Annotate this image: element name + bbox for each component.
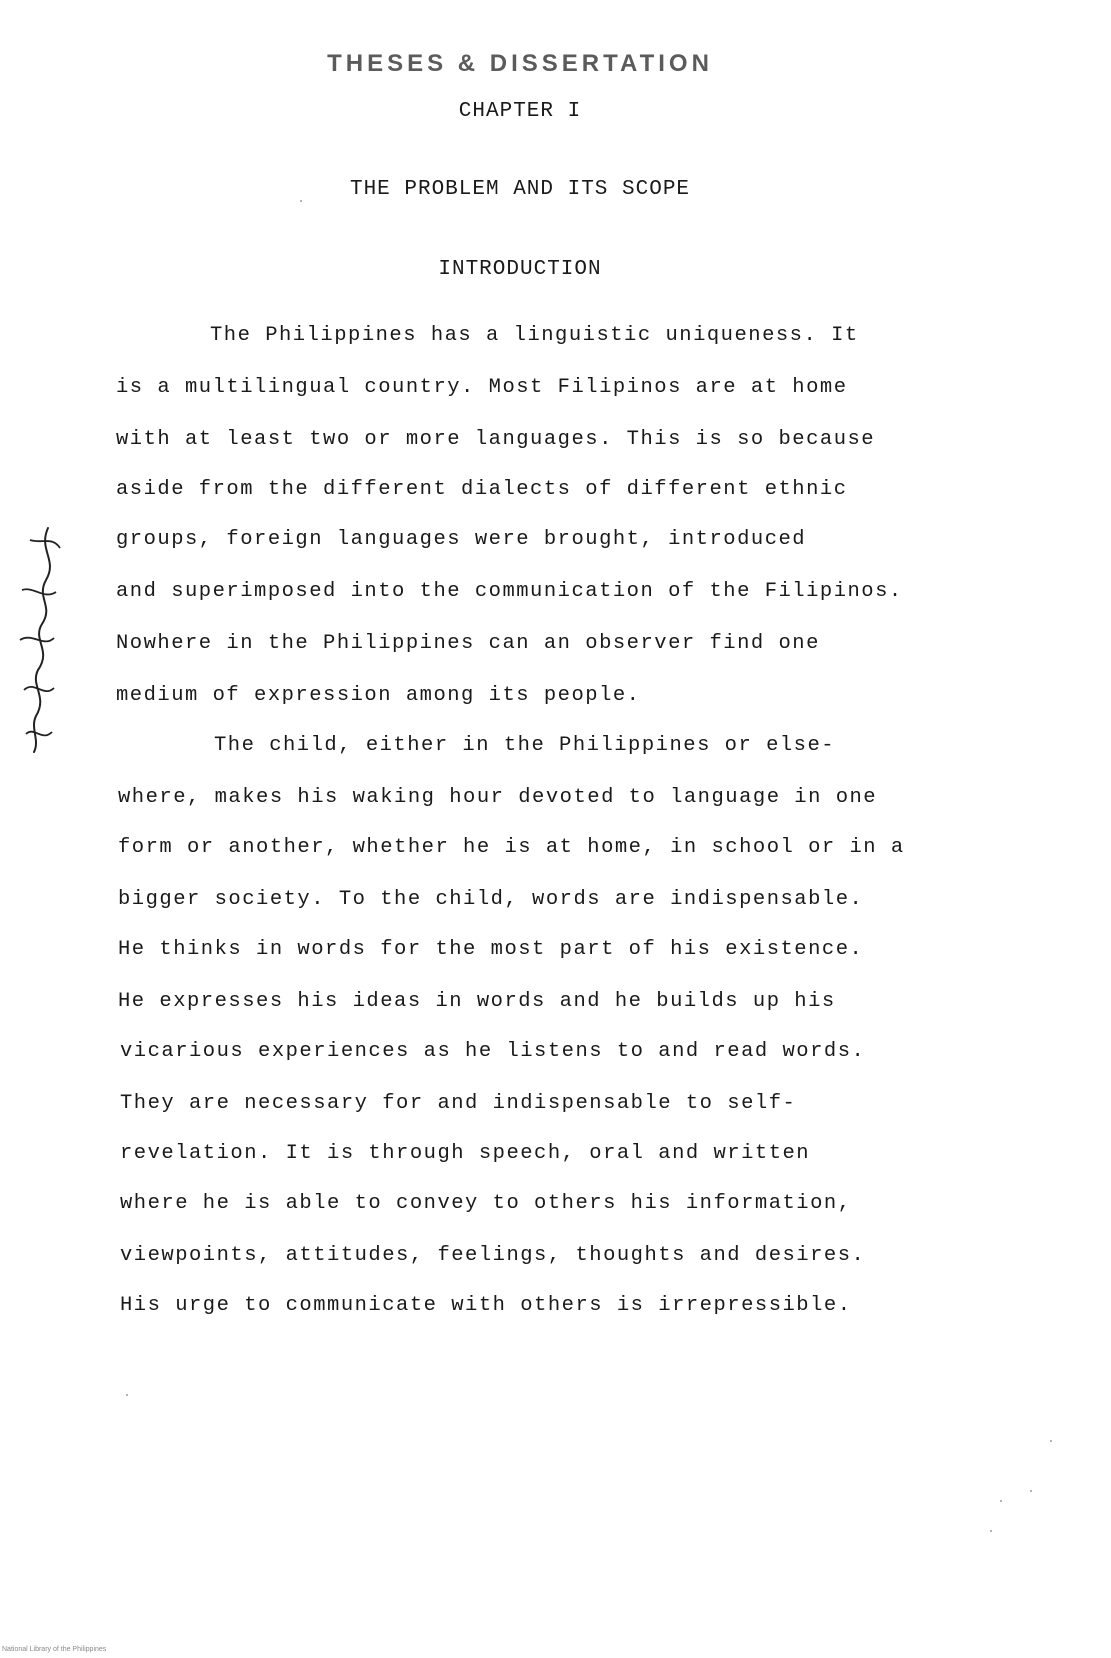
- paragraph-1-line: Nowhere in the Philippines can an observer find one: [116, 632, 820, 655]
- paragraph-2-line: He expresses his ideas in words and he builds up his: [118, 990, 836, 1013]
- paragraph-2-line: He thinks in words for the most part of his existence.: [118, 938, 864, 961]
- paragraph-2-line: vicarious experiences as he listens to and read words.: [120, 1040, 866, 1063]
- paragraph-2-line: viewpoints, attitudes, feelings, thoughts and desires.: [120, 1244, 866, 1267]
- scan-speck: [990, 1530, 992, 1532]
- paragraph-2-line: bigger society. To the child, words are indispensable.: [118, 888, 864, 911]
- paragraph-1-line: with at least two or more languages. This is so because: [116, 428, 876, 451]
- library-stamp: THESES & DISSERTATION: [327, 50, 713, 77]
- paragraph-2-line: where, makes his waking hour devoted to language in one: [118, 786, 878, 809]
- paragraph-1-line: and superimposed into the communication of the Filipinos.: [116, 580, 903, 603]
- paragraph-1-line: groups, foreign languages were brought, introduced: [116, 528, 807, 551]
- paragraph-2-line: form or another, whether he is at home, in school or in a: [118, 836, 905, 859]
- chapter-heading: CHAPTER I: [458, 100, 582, 123]
- paragraph-1-line: The Philippines has a linguistic uniqueness. It: [210, 324, 859, 347]
- handwritten-margin-note: [8, 520, 68, 760]
- paragraph-1-line: medium of expression among its people.: [116, 684, 641, 707]
- scan-speck: [1030, 1490, 1032, 1492]
- scan-speck: [300, 200, 302, 202]
- subsection-title: INTRODUCTION: [438, 258, 602, 281]
- scan-speck: [126, 1394, 128, 1396]
- section-title: THE PROBLEM AND ITS SCOPE: [349, 178, 691, 201]
- paragraph-2-line: They are necessary for and indispensable to self-: [120, 1092, 797, 1115]
- scan-speck: [1050, 1440, 1052, 1442]
- paragraph-2-line: His urge to communicate with others is irrepressible.: [120, 1294, 852, 1317]
- paragraph-1-line: is a multilingual country. Most Filipinos are at home: [116, 376, 848, 399]
- paragraph-2-line: revelation. It is through speech, oral and written: [120, 1142, 811, 1165]
- page-footer: National Library of the Philippines: [2, 1646, 107, 1653]
- paragraph-2-line: where he is able to convey to others his information,: [120, 1192, 852, 1215]
- paragraph-2-line: The child, either in the Philippines or else-: [214, 734, 836, 757]
- scan-speck: [1000, 1500, 1002, 1502]
- paragraph-1-line: aside from the different dialects of different ethnic: [116, 478, 848, 501]
